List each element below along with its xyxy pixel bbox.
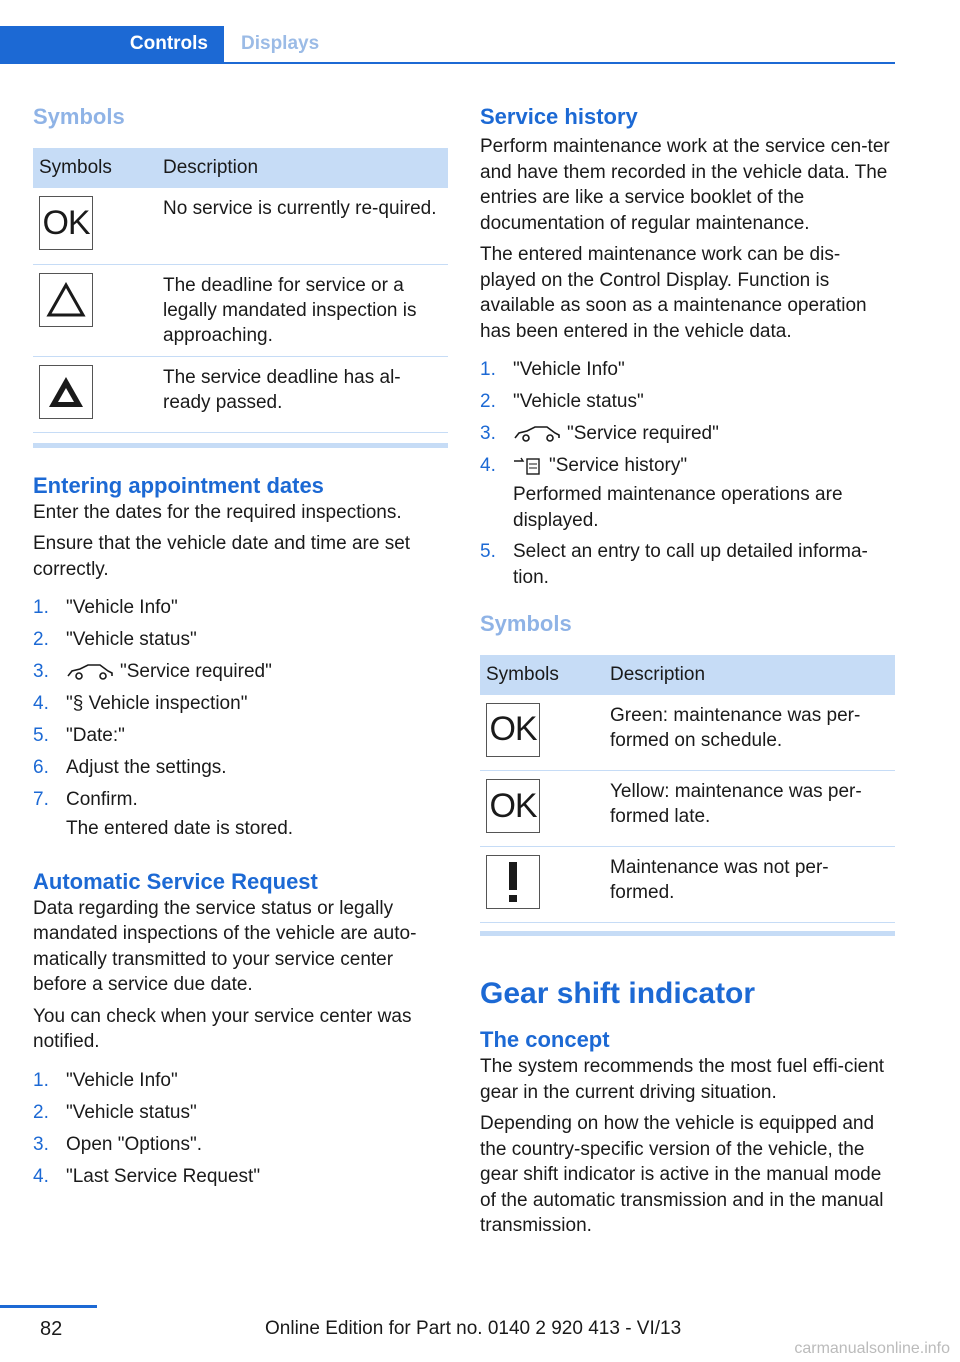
list-item: 4. "Last Service Request" — [33, 1165, 261, 1187]
paragraph: You can check when your service center was notified. — [33, 1005, 412, 1052]
row-description: The deadline for service or a legally mandated inspection is approaching. — [157, 264, 448, 356]
table-header-row — [33, 148, 448, 188]
footer-rule — [0, 1305, 97, 1308]
list-item: 6. Adjust the settings. — [33, 757, 227, 778]
step-note: The entered date is stored. — [66, 818, 294, 839]
symbols-heading: Symbols — [480, 610, 572, 636]
ok-green-icon: OK — [486, 703, 540, 757]
step-note: Performed maintenance operations are displayed. — [513, 484, 843, 531]
service-symbols-table — [33, 148, 448, 433]
row-description: Yellow: maintenance was per-formed late. — [604, 771, 895, 847]
row-description: The service deadline has al-ready passed. — [157, 356, 448, 432]
row-description: Green: maintenance was per-formed on schedule. — [604, 695, 895, 771]
table-row — [480, 771, 895, 847]
row-description: Maintenance was not per-formed. — [604, 847, 895, 923]
concept-heading: The concept — [480, 1027, 610, 1052]
list-item: 5. "Date:" — [33, 725, 125, 746]
tab-displays[interactable]: Displays — [241, 33, 320, 54]
page-number: 82 — [40, 1318, 63, 1340]
list-item: 5. Select an entry to call up detailed informa-tion. — [480, 541, 868, 588]
list-item: 3. "Service required" — [480, 423, 719, 444]
warning-triangle-outline-icon — [39, 273, 93, 327]
col-description: Description — [157, 148, 448, 188]
list-item: 2. "Vehicle status" — [33, 629, 197, 650]
service-history-icon — [513, 456, 543, 476]
tab-controls[interactable]: Controls — [0, 26, 224, 62]
car-icon — [66, 663, 114, 681]
auto-request-steps — [33, 1068, 448, 1190]
paragraph: Ensure that the vehicle date and time are set correctly. — [33, 533, 411, 580]
paragraph: The system recommends the most fuel effi-cient gear in the current driving situation. — [480, 1056, 885, 1103]
table-row — [33, 188, 448, 264]
col-symbols: Symbols — [480, 655, 604, 695]
auto-request-heading: Automatic Service Request — [33, 868, 318, 894]
gear-shift-heading: Gear shift indicator — [480, 977, 756, 1010]
maintenance-symbols-table — [480, 655, 895, 924]
table-row — [480, 847, 895, 923]
warning-triangle-filled-icon — [39, 365, 93, 419]
service-history-steps-cont — [480, 539, 895, 590]
car-icon — [513, 425, 561, 443]
list-item: 3. Open "Options". — [33, 1133, 203, 1155]
entering-steps — [33, 595, 448, 813]
col-symbols: Symbols — [33, 148, 157, 188]
table-header-row — [480, 655, 895, 695]
service-history-steps — [480, 357, 895, 479]
paragraph: Enter the dates for the required inspections. — [33, 501, 402, 523]
list-item: 2. "Vehicle status" — [33, 1101, 197, 1123]
paragraph: Depending on how the vehicle is equipped and the country-specific version of the vehicle, the gear shift indicator is active in the manual mode of the automatic transmission and in the manual transmission. — [480, 1113, 884, 1236]
ok-yellow-icon: OK — [486, 779, 540, 833]
paragraph: The entered maintenance work can be dis-played on the Control Display. Function is available as soon as a maintenance operation has been entered in the vehicle data. — [480, 244, 867, 342]
ok-icon: OK — [39, 196, 93, 250]
entering-heading: Entering appointment dates — [33, 472, 324, 498]
table-row — [33, 356, 448, 432]
left-column — [33, 100, 448, 1196]
col-description: Description — [604, 655, 895, 695]
list-item: 1. "Vehicle Info" — [33, 1069, 178, 1091]
list-item: 3. "Service required" — [33, 661, 272, 682]
row-description: No service is currently re-quired. — [157, 188, 448, 264]
paragraph: Perform maintenance work at the service cen-ter and have them recorded in the vehicle data. The entries are like a service booklet of the documentation of regular maintenance. — [480, 136, 890, 234]
table-row — [33, 264, 448, 356]
service-history-heading: Service history — [480, 104, 638, 129]
edition-text: Online Edition for Part no. 0140 2 920 413 - VI/13 — [265, 1318, 682, 1339]
right-column — [480, 100, 895, 1239]
exclamation-icon — [486, 855, 540, 909]
table-row — [480, 695, 895, 771]
paragraph: Data regarding the service status or legally mandated inspections of the vehicle are auto-matically transmitted to your service center before a service due date. — [33, 897, 417, 995]
symbols-heading: Symbols — [33, 104, 125, 129]
list-item: 4. "Service history" — [480, 455, 688, 476]
list-item: 1. "Vehicle Info" — [33, 597, 178, 618]
list-item: 2. "Vehicle status" — [480, 391, 644, 412]
list-item: 7. Confirm. — [33, 789, 138, 810]
list-item: 4. "§ Vehicle inspection" — [33, 693, 248, 714]
list-item: 1. "Vehicle Info" — [480, 359, 625, 380]
watermark: carmanualsonline.info — [794, 1340, 950, 1357]
